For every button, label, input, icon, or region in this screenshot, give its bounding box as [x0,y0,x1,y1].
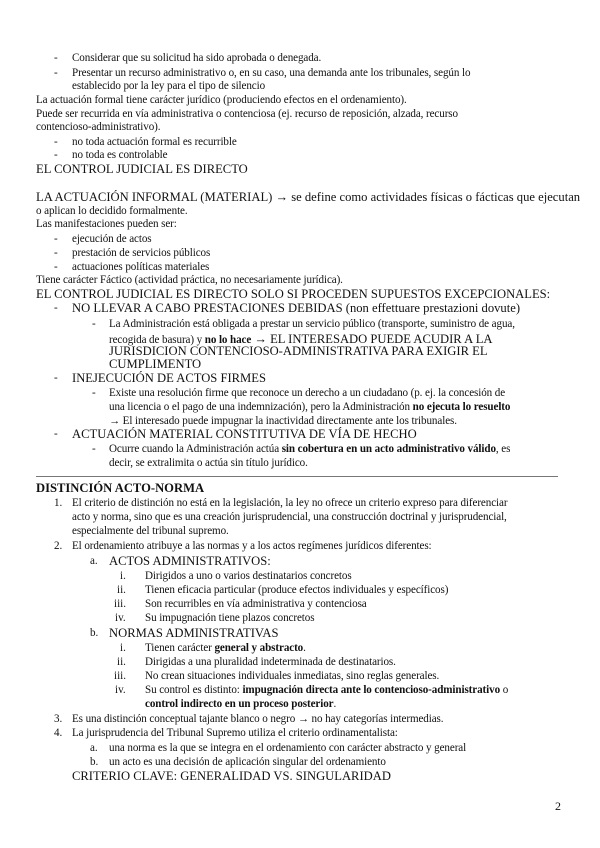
bullet-dash: - [92,443,96,455]
list-letter: b. [90,627,99,639]
text-line: actuaciones políticas materiales [72,261,210,273]
bullet-dash: - [92,318,96,330]
text-line [145,698,336,711]
text-line: Dirigidas a una pluralidad indeterminada de destinatarios. [145,656,396,668]
text-line [145,684,508,697]
text-line: El ordenamiento atribuye a las normas y a los actos regímenes jurídicos diferentes: [72,540,432,552]
paragraph: Tiene carácter Fáctico (actividad práctica, no necesariamente jurídica). [36,274,343,286]
text-line: Su impugnación tiene plazos concretos [145,612,315,624]
text-line: acto y norma, sino que es una creación jurisprudencial, una construcción doctrinal y jurisprudencial, [72,511,507,523]
list-number: 2. [54,540,63,552]
list-number: 4. [54,727,63,739]
text-line: especialmente del tribunal supremo. [72,525,229,537]
text-segment: una licencia o el pago de una indemnización), pero la Administración [109,401,413,413]
bullet-dash: - [54,372,58,384]
paragraph: La actuación formal tiene carácter jurídico (produciendo efectos en el ordenamiento). [36,94,407,106]
text-line: Es una distinción conceptual tajante blanco o negro → no hay categorías intermedias. [72,713,444,725]
paragraph: Puede ser recurrida en vía administrativa o contenciosa (ej. recurso de reposición, alzada, recurso [36,108,458,120]
text-line: Tienen eficacia particular (produce efectos individuales y específicos) [145,584,449,596]
text-line [145,642,306,655]
bullet-dash: - [54,233,58,245]
text-line: no toda actuación formal es recurrible [72,136,237,148]
text-line: No crean situaciones individuales inmediatas, sino reglas generales. [145,670,440,682]
paragraph: o aplican lo decidido formalmente. [36,205,188,217]
text-line [109,443,510,456]
text-segment: Su control es distinto: [145,684,243,696]
text-line: ejecución de actos [72,233,152,245]
text-segment: . [303,642,306,654]
text-line: INEJECUCIÓN DE ACTOS FIRMES [72,371,266,385]
text-line: CUMPLIMENTO [109,357,202,371]
paragraph: Las manifestaciones pueden ser: [36,218,177,230]
list-roman: iii. [114,598,127,610]
list-letter: a. [90,742,98,754]
list-roman: iv. [115,684,126,696]
key-criterion: CRITERIO CLAVE: GENERALIDAD VS. SINGULARIDAD [72,769,391,783]
text-line: prestación de servicios públicos [72,247,211,259]
list-roman: i. [120,642,126,654]
text-line: Existe una resolución firme que reconoce un derecho a un ciudadano (p. ej. la concesión de [109,387,506,399]
text-line: no toda es controlable [72,149,168,161]
bullet-dash: - [92,387,96,399]
bold-segment: no lo hace [204,334,252,346]
text-segment: . [333,698,337,710]
list-letter: b. [90,756,99,768]
bullet-dash: - [54,149,58,161]
text-line: NORMAS ADMINISTRATIVAS [109,626,279,640]
page-number: 2 [555,799,561,813]
text-line: Son recurribles en vía administrativa y contenciosa [145,598,367,610]
paragraph: LA ACTUACIÓN INFORMAL (MATERIAL) → se define como actividades físicas o fácticas que ejecutan [36,190,581,204]
text-line: decir, se extralimita o actúa sin título jurídico. [109,457,308,469]
bullet-dash: - [54,52,58,64]
bold-segment: impugnación directa ante lo contencioso-administrativo [242,684,501,696]
text-line: NO LLEVAR A CABO PRESTACIONES DEBIDAS (non effettuare prestazioni dovute) [72,301,521,315]
list-number: 3. [54,713,63,725]
text-line: un acto es una decisión de aplicación singular del ordenamiento [109,756,386,768]
list-roman: iii. [114,670,127,682]
list-roman: iv. [115,612,126,624]
text-line: ACTUACIÓN MATERIAL CONSTITUTIVA DE VÍA DE HECHO [72,427,417,441]
list-roman: ii. [117,656,126,668]
bold-segment: control indirecto en un proceso posterior [145,698,334,710]
text-line: La Administración está obligada a prestar un servicio público (transporte, suministro de agua, [109,318,515,330]
bullet-dash: - [54,67,58,79]
text-segment: Tienen carácter [145,642,215,654]
list-roman: i. [120,570,126,582]
text-line: JURISDICION CONTENCIOSO-ADMINISTRATIVA PARA EXIGIR EL [109,344,488,358]
text-segment: Ocurre cuando la Administración actúa [109,443,282,455]
list-number: 1. [54,497,63,509]
text-line: Considerar que su solicitud ha sido aprobada o denegada. [72,52,322,64]
bullet-dash: - [54,261,58,273]
text-segment: recogida de basura) y [109,334,205,346]
paragraph: contencioso-administrativo). [36,121,161,133]
bold-segment: no ejecuta lo resuelto [412,401,511,413]
text-line: ACTOS ADMINISTRATIVOS: [109,554,271,568]
text-segment: , es [495,443,511,455]
heading-line: EL CONTROL JUDICIAL ES DIRECTO SOLO SI PROCEDEN SUPUESTOS EXCEPCIONALES: [36,287,551,301]
horizontal-rule [36,476,558,477]
text-line: una norma es la que se integra en el ordenamiento con carácter abstracto y general [109,742,467,754]
bullet-dash: - [54,136,58,148]
bold-segment: sin cobertura en un acto administrativo válido [281,443,496,455]
bullet-dash: - [54,247,58,259]
text-line: Dirigidos a uno o varios destinatarios concretos [145,570,352,582]
bullet-dash: - [54,428,58,440]
bullet-dash: - [54,302,58,314]
text-segment: o [500,684,509,696]
text-line: El criterio de distinción no está en la legislación, la ley no ofrece un criterio expreso para diferenciar [72,497,508,509]
section-heading: DISTINCIÓN ACTO-NORMA [36,481,205,495]
text-line [109,401,510,414]
text-line: La jurisprudencia del Tribunal Supremo utiliza el criterio ordinamentalista: [72,727,398,739]
list-letter: a. [90,555,98,567]
text-line: establecido por la ley para el tipo de silencio [72,80,266,92]
heading-line: EL CONTROL JUDICIAL ES DIRECTO [36,162,248,176]
bold-segment: general y abstracto [214,642,304,654]
text-line: → El interesado puede impugnar la inactividad directamente ante los tribunales. [109,415,457,427]
list-roman: ii. [117,584,126,596]
text-line: Presentar un recurso administrativo o, en su caso, una demanda ante los tribunales, según lo [72,67,471,79]
text-segment: → EL INTERESADO PUEDE ACUDIR A LA [251,332,493,346]
